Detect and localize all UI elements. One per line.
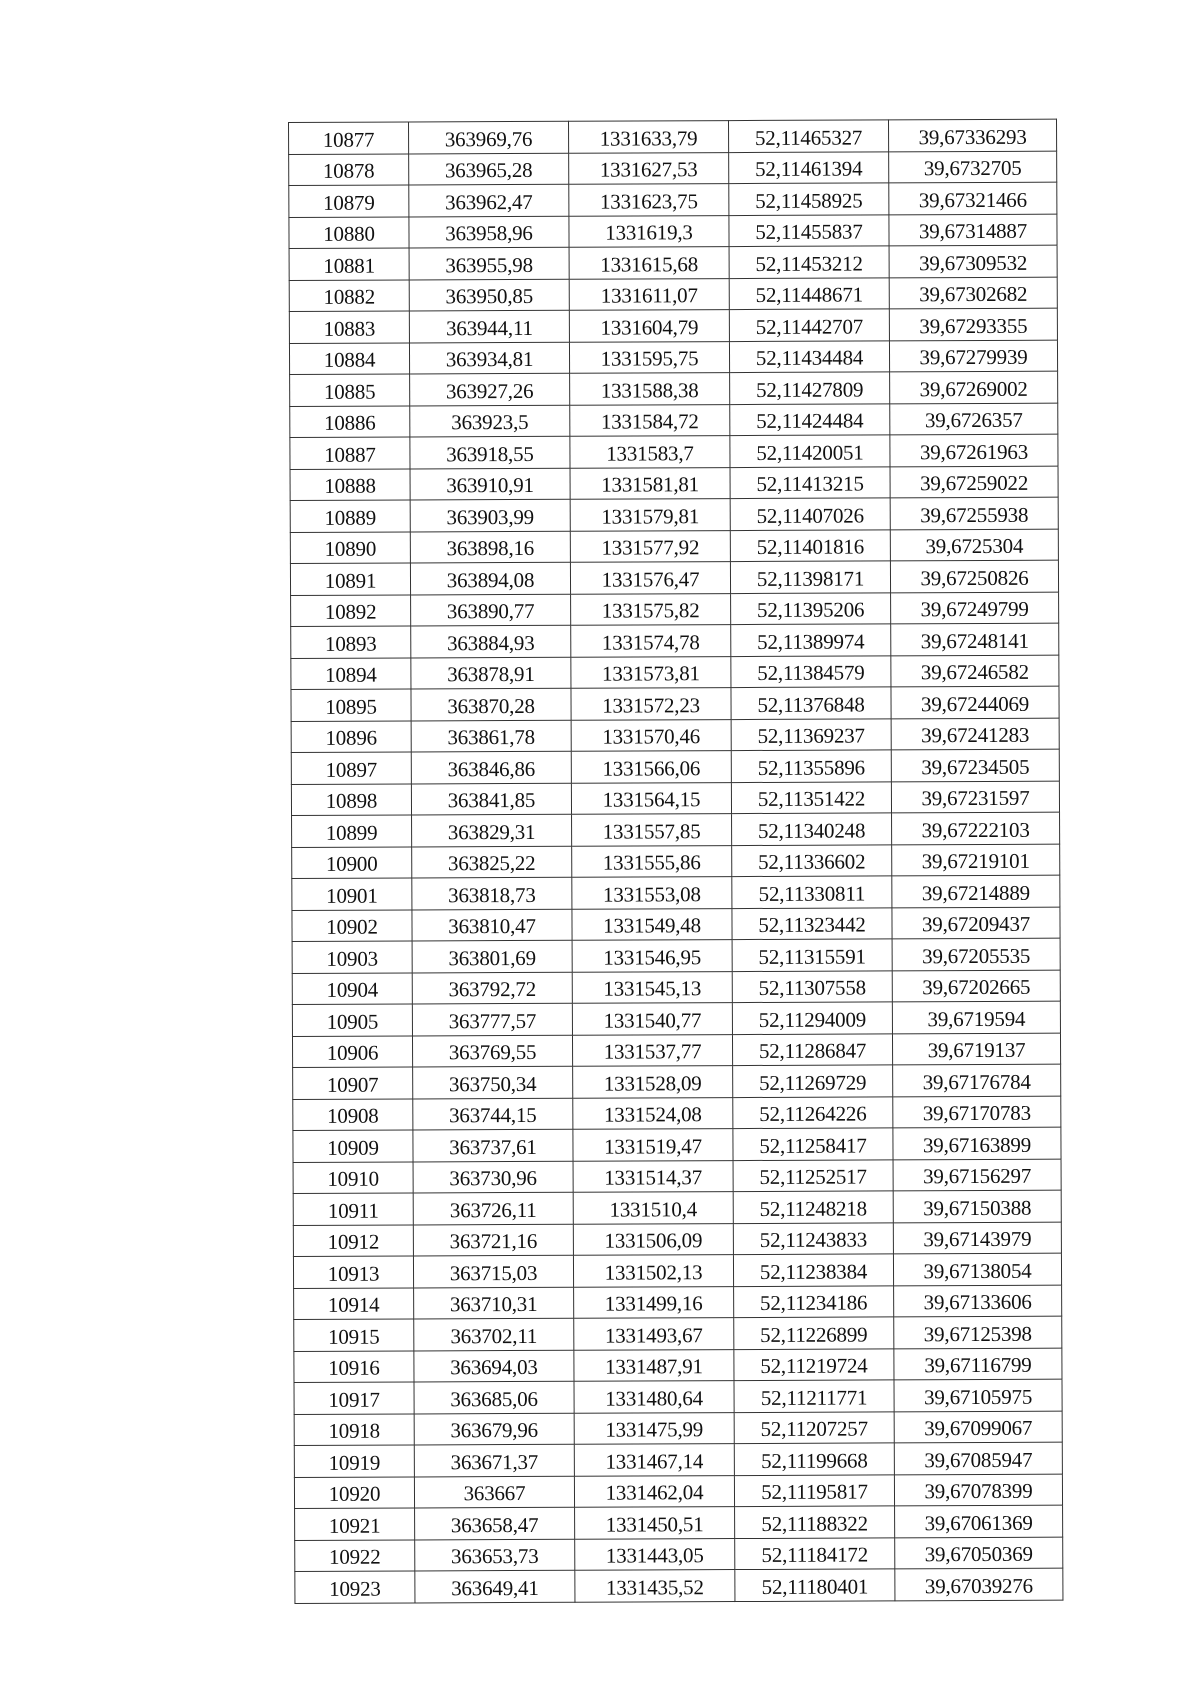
point-number-cell: 10893 xyxy=(291,626,411,658)
point-number-cell: 10912 xyxy=(293,1224,413,1256)
y-coordinate-cell: 1331573,81 xyxy=(571,656,731,688)
longitude-cell: 39,67309532 xyxy=(889,245,1057,277)
longitude-cell: 39,67336293 xyxy=(888,119,1056,151)
table-row xyxy=(295,1537,1063,1572)
x-coordinate-cell: 363969,76 xyxy=(409,121,569,153)
latitude-cell: 52,11294009 xyxy=(732,1002,892,1034)
longitude-cell: 39,67279939 xyxy=(889,340,1057,372)
latitude-cell: 52,11458925 xyxy=(729,183,889,215)
y-coordinate-cell: 1331574,78 xyxy=(571,625,731,657)
y-coordinate-cell: 1331577,92 xyxy=(570,530,730,562)
longitude-cell: 39,67099067 xyxy=(894,1411,1062,1443)
table-row xyxy=(294,1474,1062,1509)
longitude-cell: 39,6719594 xyxy=(892,1001,1060,1033)
x-coordinate-cell: 363715,03 xyxy=(413,1255,573,1287)
point-number-cell: 10898 xyxy=(291,783,411,815)
x-coordinate-cell: 363744,15 xyxy=(413,1098,573,1130)
longitude-cell: 39,6719137 xyxy=(892,1033,1060,1065)
table-row xyxy=(290,497,1058,532)
y-coordinate-cell: 1331570,46 xyxy=(571,719,731,751)
longitude-cell: 39,67170783 xyxy=(893,1096,1061,1128)
x-coordinate-cell: 363944,11 xyxy=(409,310,569,342)
longitude-cell: 39,67105975 xyxy=(894,1379,1062,1411)
point-number-cell: 10919 xyxy=(294,1445,414,1477)
x-coordinate-cell: 363829,31 xyxy=(412,814,572,846)
table-row xyxy=(292,1033,1060,1068)
longitude-cell: 39,67202665 xyxy=(892,970,1060,1002)
longitude-cell: 39,67214889 xyxy=(892,875,1060,907)
latitude-cell: 52,11413215 xyxy=(730,466,890,498)
table-row xyxy=(290,434,1058,469)
longitude-cell: 39,67050369 xyxy=(895,1537,1063,1569)
y-coordinate-cell: 1331623,75 xyxy=(569,184,729,216)
table-row xyxy=(289,277,1057,312)
longitude-cell: 39,67255938 xyxy=(890,497,1058,529)
longitude-cell: 39,67150388 xyxy=(893,1190,1061,1222)
table-row xyxy=(294,1316,1062,1351)
table-row xyxy=(289,245,1057,280)
longitude-cell: 39,67241283 xyxy=(891,718,1059,750)
y-coordinate-cell: 1331584,72 xyxy=(570,404,730,436)
y-coordinate-cell: 1331506,09 xyxy=(573,1223,733,1255)
point-number-cell: 10914 xyxy=(294,1287,414,1319)
table-row xyxy=(291,655,1059,690)
longitude-cell: 39,6726357 xyxy=(890,403,1058,435)
coordinates-table xyxy=(288,119,1063,1604)
latitude-cell: 52,11442707 xyxy=(729,309,889,341)
x-coordinate-cell: 363726,11 xyxy=(413,1192,573,1224)
latitude-cell: 52,11461394 xyxy=(729,151,889,183)
x-coordinate-cell: 363801,69 xyxy=(412,940,572,972)
x-coordinate-cell: 363894,08 xyxy=(410,562,570,594)
point-number-cell: 10910 xyxy=(293,1161,413,1193)
latitude-cell: 52,11252517 xyxy=(733,1159,893,1191)
y-coordinate-cell: 1331467,14 xyxy=(574,1444,734,1476)
longitude-cell: 39,67246582 xyxy=(891,655,1059,687)
point-number-cell: 10902 xyxy=(292,909,412,941)
latitude-cell: 52,11407026 xyxy=(730,498,890,530)
latitude-cell: 52,11448671 xyxy=(729,277,889,309)
table-row xyxy=(291,592,1059,627)
y-coordinate-cell: 1331487,91 xyxy=(574,1349,734,1381)
y-coordinate-cell: 1331528,09 xyxy=(573,1066,733,1098)
latitude-cell: 52,11258417 xyxy=(733,1128,893,1160)
x-coordinate-cell: 363769,55 xyxy=(412,1035,572,1067)
table-row xyxy=(289,308,1057,343)
point-number-cell: 10920 xyxy=(294,1476,414,1508)
point-number-cell: 10915 xyxy=(294,1319,414,1351)
longitude-cell: 39,67219101 xyxy=(892,844,1060,876)
latitude-cell: 52,11184172 xyxy=(735,1537,895,1569)
x-coordinate-cell: 363710,31 xyxy=(414,1287,574,1319)
table-row xyxy=(292,970,1060,1005)
longitude-cell: 39,67125398 xyxy=(894,1316,1062,1348)
y-coordinate-cell: 1331564,15 xyxy=(571,782,731,814)
x-coordinate-cell: 363934,81 xyxy=(409,342,569,374)
latitude-cell: 52,11427809 xyxy=(730,372,890,404)
y-coordinate-cell: 1331555,86 xyxy=(572,845,732,877)
table-row xyxy=(293,1190,1061,1225)
longitude-cell: 39,67222103 xyxy=(892,812,1060,844)
latitude-cell: 52,11238384 xyxy=(733,1254,893,1286)
y-coordinate-cell: 1331480,64 xyxy=(574,1381,734,1413)
latitude-cell: 52,11336602 xyxy=(732,844,892,876)
y-coordinate-cell: 1331462,04 xyxy=(574,1475,734,1507)
x-coordinate-cell: 363884,93 xyxy=(411,625,571,657)
latitude-cell: 52,11269729 xyxy=(733,1065,893,1097)
latitude-cell: 52,11226899 xyxy=(734,1317,894,1349)
x-coordinate-cell: 363846,86 xyxy=(411,751,571,783)
y-coordinate-cell: 1331443,05 xyxy=(575,1538,735,1570)
point-number-cell: 10892 xyxy=(291,594,411,626)
table-row xyxy=(295,1505,1063,1540)
latitude-cell: 52,11424484 xyxy=(730,403,890,435)
point-number-cell: 10906 xyxy=(292,1035,412,1067)
y-coordinate-cell: 1331502,13 xyxy=(573,1255,733,1287)
y-coordinate-cell: 1331514,37 xyxy=(573,1160,733,1192)
point-number-cell: 10900 xyxy=(292,846,412,878)
x-coordinate-cell: 363923,5 xyxy=(410,405,570,437)
latitude-cell: 52,11211771 xyxy=(734,1380,894,1412)
y-coordinate-cell: 1331493,67 xyxy=(574,1318,734,1350)
table-row xyxy=(290,371,1058,406)
point-number-cell: 10881 xyxy=(289,248,409,280)
longitude-cell: 39,67205535 xyxy=(892,938,1060,970)
x-coordinate-cell: 363890,77 xyxy=(411,594,571,626)
y-coordinate-cell: 1331557,85 xyxy=(572,814,732,846)
table-row xyxy=(292,844,1060,879)
point-number-cell: 10887 xyxy=(290,437,410,469)
x-coordinate-cell: 363721,16 xyxy=(413,1224,573,1256)
latitude-cell: 52,11355896 xyxy=(731,750,891,782)
point-number-cell: 10903 xyxy=(292,941,412,973)
x-coordinate-cell: 363825,22 xyxy=(412,846,572,878)
longitude-cell: 39,67321466 xyxy=(889,182,1057,214)
y-coordinate-cell: 1331595,75 xyxy=(569,341,729,373)
longitude-cell: 39,67143979 xyxy=(893,1222,1061,1254)
y-coordinate-cell: 1331510,4 xyxy=(573,1192,733,1224)
latitude-cell: 52,11351422 xyxy=(731,781,891,813)
latitude-cell: 52,11188322 xyxy=(735,1506,895,1538)
y-coordinate-cell: 1331633,79 xyxy=(568,121,728,153)
point-number-cell: 10885 xyxy=(290,374,410,406)
table-row xyxy=(289,214,1057,249)
y-coordinate-cell: 1331627,53 xyxy=(569,152,729,184)
longitude-cell: 39,67061369 xyxy=(895,1505,1063,1537)
longitude-cell: 39,67138054 xyxy=(893,1253,1061,1285)
table-row xyxy=(294,1348,1062,1383)
latitude-cell: 52,11323442 xyxy=(732,907,892,939)
y-coordinate-cell: 1331604,79 xyxy=(569,310,729,342)
y-coordinate-cell: 1331615,68 xyxy=(569,247,729,279)
y-coordinate-cell: 1331576,47 xyxy=(570,562,730,594)
latitude-cell: 52,11307558 xyxy=(732,970,892,1002)
table-row xyxy=(289,119,1057,154)
x-coordinate-cell: 363841,85 xyxy=(411,783,571,815)
y-coordinate-cell: 1331546,95 xyxy=(572,940,732,972)
y-coordinate-cell: 1331540,77 xyxy=(572,1003,732,1035)
x-coordinate-cell: 363958,96 xyxy=(409,216,569,248)
latitude-cell: 52,11207257 xyxy=(734,1411,894,1443)
table-row xyxy=(294,1285,1062,1320)
latitude-cell: 52,11199668 xyxy=(734,1443,894,1475)
point-number-cell: 10922 xyxy=(295,1539,415,1571)
y-coordinate-cell: 1331581,81 xyxy=(570,467,730,499)
latitude-cell: 52,11219724 xyxy=(734,1348,894,1380)
longitude-cell: 39,67293355 xyxy=(889,308,1057,340)
x-coordinate-cell: 363671,37 xyxy=(414,1444,574,1476)
x-coordinate-cell: 363950,85 xyxy=(409,279,569,311)
x-coordinate-cell: 363870,28 xyxy=(411,688,571,720)
latitude-cell: 52,11453212 xyxy=(729,246,889,278)
y-coordinate-cell: 1331553,08 xyxy=(572,877,732,909)
latitude-cell: 52,11389974 xyxy=(731,624,891,656)
point-number-cell: 10877 xyxy=(289,122,409,154)
x-coordinate-cell: 363810,47 xyxy=(412,909,572,941)
longitude-cell: 39,67163899 xyxy=(893,1127,1061,1159)
table-row xyxy=(291,686,1059,721)
table-row xyxy=(294,1442,1062,1477)
x-coordinate-cell: 363965,28 xyxy=(409,153,569,185)
y-coordinate-cell: 1331450,51 xyxy=(575,1507,735,1539)
longitude-cell: 39,67248141 xyxy=(891,623,1059,655)
y-coordinate-cell: 1331611,07 xyxy=(569,278,729,310)
latitude-cell: 52,11195817 xyxy=(734,1474,894,1506)
point-number-cell: 10921 xyxy=(295,1508,415,1540)
y-coordinate-cell: 1331566,06 xyxy=(571,751,731,783)
x-coordinate-cell: 363679,96 xyxy=(414,1413,574,1445)
x-coordinate-cell: 363861,78 xyxy=(411,720,571,752)
table-row xyxy=(292,938,1060,973)
point-number-cell: 10907 xyxy=(293,1067,413,1099)
table-row xyxy=(292,812,1060,847)
y-coordinate-cell: 1331524,08 xyxy=(573,1097,733,1129)
point-number-cell: 10878 xyxy=(289,153,409,185)
longitude-cell: 39,6732705 xyxy=(889,151,1057,183)
table-row xyxy=(293,1253,1061,1288)
y-coordinate-cell: 1331537,77 xyxy=(572,1034,732,1066)
table-row xyxy=(293,1064,1061,1099)
latitude-cell: 52,11401816 xyxy=(730,529,890,561)
y-coordinate-cell: 1331549,48 xyxy=(572,908,732,940)
longitude-cell: 39,67302682 xyxy=(889,277,1057,309)
x-coordinate-cell: 363694,03 xyxy=(414,1350,574,1382)
point-number-cell: 10911 xyxy=(293,1193,413,1225)
point-number-cell: 10880 xyxy=(289,216,409,248)
point-number-cell: 10882 xyxy=(289,279,409,311)
longitude-cell: 39,67234505 xyxy=(891,749,1059,781)
x-coordinate-cell: 363818,73 xyxy=(412,877,572,909)
longitude-cell: 39,67231597 xyxy=(891,781,1059,813)
table-row xyxy=(293,1096,1061,1131)
latitude-cell: 52,11398171 xyxy=(730,561,890,593)
point-number-cell: 10883 xyxy=(289,311,409,343)
latitude-cell: 52,11248218 xyxy=(733,1191,893,1223)
latitude-cell: 52,11264226 xyxy=(733,1096,893,1128)
latitude-cell: 52,11243833 xyxy=(733,1222,893,1254)
coordinates-table-body xyxy=(289,119,1063,1603)
table-row xyxy=(290,529,1058,564)
y-coordinate-cell: 1331435,52 xyxy=(575,1570,735,1602)
table-row xyxy=(292,907,1060,942)
point-number-cell: 10890 xyxy=(290,531,410,563)
x-coordinate-cell: 363750,34 xyxy=(413,1066,573,1098)
x-coordinate-cell: 363667 xyxy=(414,1476,574,1508)
longitude-cell: 39,67249799 xyxy=(891,592,1059,624)
point-number-cell: 10913 xyxy=(293,1256,413,1288)
y-coordinate-cell: 1331588,38 xyxy=(570,373,730,405)
point-number-cell: 10909 xyxy=(293,1130,413,1162)
longitude-cell: 39,6725304 xyxy=(890,529,1058,561)
table-row xyxy=(290,403,1058,438)
x-coordinate-cell: 363653,73 xyxy=(415,1539,575,1571)
y-coordinate-cell: 1331579,81 xyxy=(570,499,730,531)
point-number-cell: 10891 xyxy=(290,563,410,595)
longitude-cell: 39,67244069 xyxy=(891,686,1059,718)
point-number-cell: 10888 xyxy=(290,468,410,500)
table-row xyxy=(294,1379,1062,1414)
x-coordinate-cell: 363903,99 xyxy=(410,499,570,531)
point-number-cell: 10896 xyxy=(291,720,411,752)
y-coordinate-cell: 1331475,99 xyxy=(574,1412,734,1444)
latitude-cell: 52,11465327 xyxy=(728,120,888,152)
table-row xyxy=(291,718,1059,753)
longitude-cell: 39,67269002 xyxy=(890,371,1058,403)
table-row xyxy=(289,340,1057,375)
longitude-cell: 39,67085947 xyxy=(894,1442,1062,1474)
y-coordinate-cell: 1331583,7 xyxy=(570,436,730,468)
table-row xyxy=(293,1127,1061,1162)
table-row xyxy=(290,560,1058,595)
table-row xyxy=(293,1159,1061,1194)
point-number-cell: 10905 xyxy=(292,1004,412,1036)
x-coordinate-cell: 363918,55 xyxy=(410,436,570,468)
y-coordinate-cell: 1331499,16 xyxy=(574,1286,734,1318)
point-number-cell: 10917 xyxy=(294,1382,414,1414)
latitude-cell: 52,11315591 xyxy=(732,939,892,971)
table-row xyxy=(292,1001,1060,1036)
point-number-cell: 10879 xyxy=(289,185,409,217)
longitude-cell: 39,67116799 xyxy=(894,1348,1062,1380)
point-number-cell: 10886 xyxy=(290,405,410,437)
y-coordinate-cell: 1331575,82 xyxy=(571,593,731,625)
longitude-cell: 39,67133606 xyxy=(894,1285,1062,1317)
table-row xyxy=(293,1222,1061,1257)
table-row xyxy=(295,1568,1063,1603)
latitude-cell: 52,11395206 xyxy=(731,592,891,624)
latitude-cell: 52,11330811 xyxy=(732,876,892,908)
x-coordinate-cell: 363927,26 xyxy=(410,373,570,405)
latitude-cell: 52,11286847 xyxy=(732,1033,892,1065)
x-coordinate-cell: 363649,41 xyxy=(415,1570,575,1602)
x-coordinate-cell: 363898,16 xyxy=(410,531,570,563)
latitude-cell: 52,11369237 xyxy=(731,718,891,750)
longitude-cell: 39,67250826 xyxy=(890,560,1058,592)
x-coordinate-cell: 363730,96 xyxy=(413,1161,573,1193)
longitude-cell: 39,67156297 xyxy=(893,1159,1061,1191)
x-coordinate-cell: 363962,47 xyxy=(409,184,569,216)
point-number-cell: 10918 xyxy=(294,1413,414,1445)
latitude-cell: 52,11340248 xyxy=(732,813,892,845)
latitude-cell: 52,11384579 xyxy=(731,655,891,687)
longitude-cell: 39,67209437 xyxy=(892,907,1060,939)
point-number-cell: 10895 xyxy=(291,689,411,721)
x-coordinate-cell: 363955,98 xyxy=(409,247,569,279)
longitude-cell: 39,67078399 xyxy=(894,1474,1062,1506)
longitude-cell: 39,67314887 xyxy=(889,214,1057,246)
latitude-cell: 52,11376848 xyxy=(731,687,891,719)
point-number-cell: 10904 xyxy=(292,972,412,1004)
x-coordinate-cell: 363685,06 xyxy=(414,1381,574,1413)
latitude-cell: 52,11434484 xyxy=(729,340,889,372)
table-row xyxy=(292,875,1060,910)
table-row xyxy=(291,781,1059,816)
point-number-cell: 10884 xyxy=(289,342,409,374)
longitude-cell: 39,67261963 xyxy=(890,434,1058,466)
longitude-cell: 39,67039276 xyxy=(895,1568,1063,1600)
x-coordinate-cell: 363737,61 xyxy=(413,1129,573,1161)
y-coordinate-cell: 1331519,47 xyxy=(573,1129,733,1161)
x-coordinate-cell: 363910,91 xyxy=(410,468,570,500)
point-number-cell: 10897 xyxy=(291,752,411,784)
y-coordinate-cell: 1331545,13 xyxy=(572,971,732,1003)
latitude-cell: 52,11180401 xyxy=(735,1569,895,1601)
point-number-cell: 10894 xyxy=(291,657,411,689)
point-number-cell: 10923 xyxy=(295,1571,415,1603)
y-coordinate-cell: 1331572,23 xyxy=(571,688,731,720)
table-row xyxy=(294,1411,1062,1446)
point-number-cell: 10908 xyxy=(293,1098,413,1130)
latitude-cell: 52,11420051 xyxy=(730,435,890,467)
x-coordinate-cell: 363702,11 xyxy=(414,1318,574,1350)
longitude-cell: 39,67176784 xyxy=(893,1064,1061,1096)
latitude-cell: 52,11234186 xyxy=(734,1285,894,1317)
table-row xyxy=(291,749,1059,784)
x-coordinate-cell: 363792,72 xyxy=(412,972,572,1004)
x-coordinate-cell: 363658,47 xyxy=(415,1507,575,1539)
table-row xyxy=(290,466,1058,501)
point-number-cell: 10889 xyxy=(290,500,410,532)
x-coordinate-cell: 363878,91 xyxy=(411,657,571,689)
longitude-cell: 39,67259022 xyxy=(890,466,1058,498)
table-row xyxy=(289,182,1057,217)
y-coordinate-cell: 1331619,3 xyxy=(569,215,729,247)
point-number-cell: 10899 xyxy=(292,815,412,847)
point-number-cell: 10901 xyxy=(292,878,412,910)
table-row xyxy=(289,151,1057,186)
point-number-cell: 10916 xyxy=(294,1350,414,1382)
x-coordinate-cell: 363777,57 xyxy=(412,1003,572,1035)
latitude-cell: 52,11455837 xyxy=(729,214,889,246)
table-row xyxy=(291,623,1059,658)
